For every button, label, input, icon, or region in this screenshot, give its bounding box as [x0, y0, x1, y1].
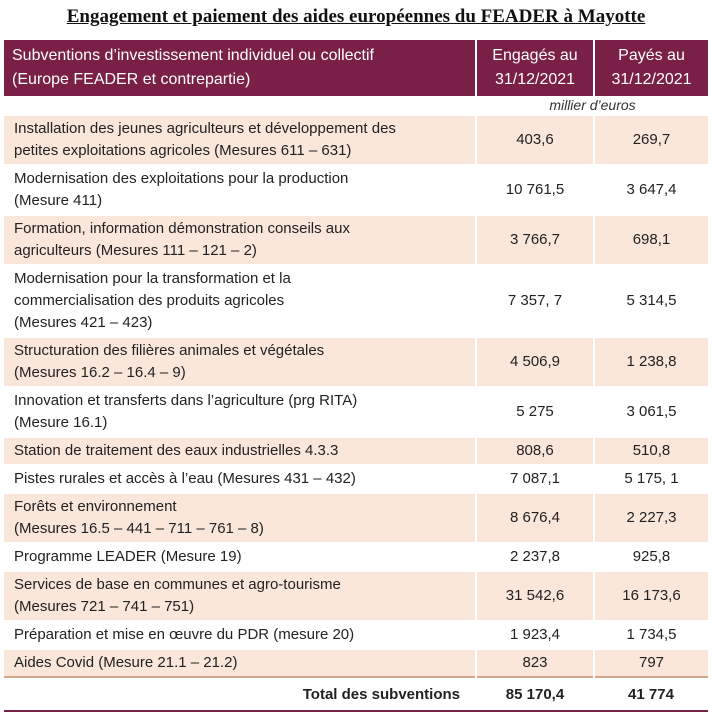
row-label-line: Installation des jeunes agriculteurs et développement des	[14, 120, 396, 137]
table-row	[4, 265, 708, 337]
row-payes-value: 16 173,6	[594, 571, 708, 621]
row-label	[4, 465, 476, 493]
row-payes-value: 3 061,5	[594, 387, 708, 437]
row-label	[4, 337, 476, 387]
row-engages-value: 3 766,7	[476, 215, 594, 265]
row-label-line: agriculteurs (Mesures 111 – 121 – 2)	[14, 242, 257, 259]
table-row	[4, 387, 708, 437]
feader-table	[4, 40, 708, 712]
row-label	[4, 621, 476, 649]
row-engages-value: 403,6	[476, 115, 594, 165]
row-payes-value: 3 647,4	[594, 165, 708, 215]
table-header-row	[4, 40, 708, 96]
header-engages-line1: Engagés au	[492, 47, 578, 64]
row-label	[4, 493, 476, 543]
table-row	[4, 571, 708, 621]
unit-label: millier d’euros	[476, 96, 708, 115]
row-engages-value: 31 542,6	[476, 571, 594, 621]
row-label	[4, 543, 476, 571]
row-label-line: (Mesures 721 – 741 – 751)	[14, 598, 195, 615]
row-payes-value: 2 227,3	[594, 493, 708, 543]
row-label-line: Modernisation pour la transformation et la	[14, 270, 291, 287]
row-label-line: (Mesure 411)	[14, 192, 103, 209]
table-row	[4, 165, 708, 215]
table-row	[4, 621, 708, 649]
row-engages-value: 5 275	[476, 387, 594, 437]
row-payes-value: 797	[594, 649, 708, 677]
row-engages-value: 7 087,1	[476, 465, 594, 493]
row-label-line: Programme LEADER (Mesure 19)	[14, 548, 242, 565]
row-engages-value: 4 506,9	[476, 337, 594, 387]
row-label-line: (Mesures 421 – 423)	[14, 314, 153, 331]
row-label-line: (Mesure 16.1)	[14, 414, 108, 431]
row-engages-value: 10 761,5	[476, 165, 594, 215]
header-engages	[476, 40, 594, 96]
header-payes-line2: 31/12/2021	[611, 71, 692, 88]
table-row	[4, 465, 708, 493]
row-label-line: (Mesures 16.2 – 16.4 – 9)	[14, 364, 186, 381]
row-engages-value: 8 676,4	[476, 493, 594, 543]
row-label	[4, 437, 476, 465]
row-label-line: Modernisation des exploitations pour la production	[14, 170, 349, 187]
header-subventions-line2: (Europe FEADER et contrepartie)	[12, 71, 251, 88]
header-payes	[594, 40, 708, 96]
header-subventions	[4, 40, 476, 96]
table-row	[4, 543, 708, 571]
header-payes-line1: Payés au	[618, 47, 685, 64]
row-label-line: (Mesures 16.5 – 441 – 711 – 761 – 8)	[14, 520, 264, 537]
row-label-line: petites exploitations agricoles (Mesures 611 – 631)	[14, 142, 352, 159]
row-payes-value: 510,8	[594, 437, 708, 465]
row-payes-value: 5 314,5	[594, 265, 708, 337]
row-payes-value: 925,8	[594, 543, 708, 571]
table-body	[4, 115, 708, 677]
total-label: Total des subventions	[4, 677, 476, 711]
row-engages-value: 2 237,8	[476, 543, 594, 571]
row-label-line: Station de traitement des eaux industrielles 4.3.3	[14, 442, 339, 459]
row-label	[4, 165, 476, 215]
row-engages-value: 823	[476, 649, 594, 677]
table-row	[4, 437, 708, 465]
row-label	[4, 649, 476, 677]
total-payes: 41 774	[594, 677, 708, 711]
unit-row	[4, 96, 708, 115]
table-row	[4, 115, 708, 165]
total-engages: 85 170,4	[476, 677, 594, 711]
row-label	[4, 115, 476, 165]
row-label-line: Pistes rurales et accès à l’eau (Mesures 431 – 432)	[14, 470, 356, 487]
table-row	[4, 337, 708, 387]
row-payes-value: 1 734,5	[594, 621, 708, 649]
row-engages-value: 808,6	[476, 437, 594, 465]
row-label-line: Structuration des filières animales et végétales	[14, 342, 325, 359]
row-label-line: Préparation et mise en œuvre du PDR (mesure 20)	[14, 626, 355, 643]
row-label	[4, 215, 476, 265]
row-payes-value: 1 238,8	[594, 337, 708, 387]
table-row	[4, 493, 708, 543]
total-row	[4, 677, 708, 711]
header-engages-line2: 31/12/2021	[494, 71, 576, 88]
table-row	[4, 649, 708, 677]
row-label-line: commercialisation des produits agricoles	[14, 292, 285, 309]
row-label-line: Forêts et environnement	[14, 498, 177, 515]
row-payes-value: 698,1	[594, 215, 708, 265]
row-label-line: Aides Covid (Mesure 21.1 – 21.2)	[14, 654, 238, 671]
row-payes-value: 269,7	[594, 115, 708, 165]
row-label	[4, 571, 476, 621]
row-label-line: Services de base en communes et agro-tourisme	[14, 576, 341, 593]
row-label	[4, 265, 476, 337]
row-engages-value: 7 357, 7	[476, 265, 594, 337]
row-payes-value: 5 175, 1	[594, 465, 708, 493]
document-title: Engagement et paiement des aides européennes du FEADER à Mayotte	[66, 6, 646, 27]
header-subventions-line1: Subventions d’investissement individuel ou collectif	[12, 47, 374, 64]
table-row	[4, 215, 708, 265]
row-label	[4, 387, 476, 437]
row-engages-value: 1 923,4	[476, 621, 594, 649]
row-label-line: Formation, information démonstration conseils aux	[14, 220, 350, 237]
row-label-line: Innovation et transferts dans l’agriculture (prg RITA)	[14, 392, 358, 409]
